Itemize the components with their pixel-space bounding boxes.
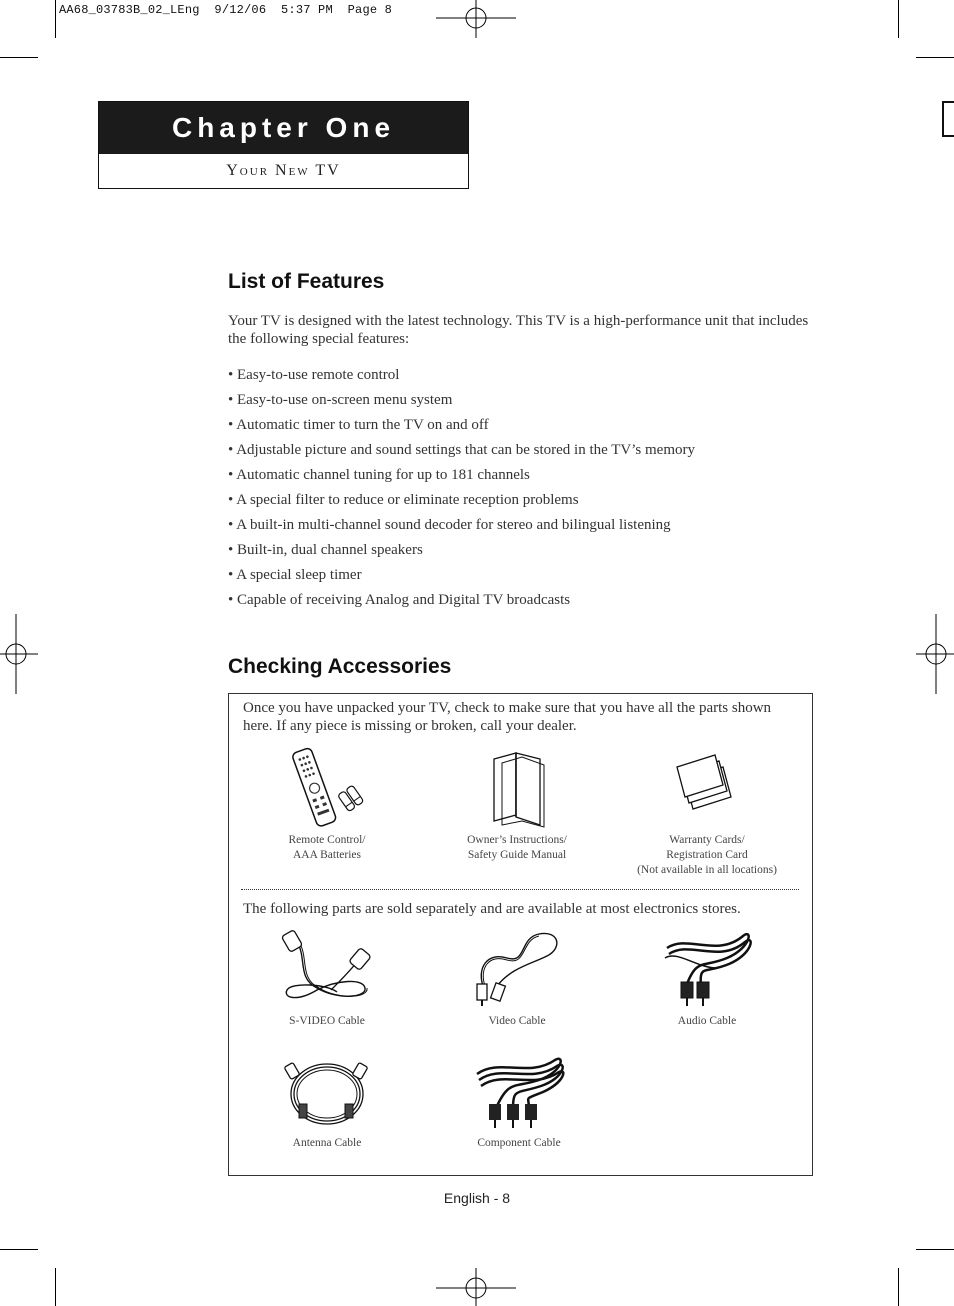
- section-divider: [241, 889, 799, 890]
- accessory-item-warranty: [612, 745, 802, 878]
- feature-item: • Easy-to-use remote control: [228, 367, 400, 383]
- cable-label: Antenna Cable: [292, 1137, 362, 1149]
- chapter-tab-marker: [942, 101, 954, 137]
- accessories-heading: Checking Accessories: [228, 655, 452, 678]
- feature-item: • Automatic timer to turn the TV on and off: [228, 417, 489, 433]
- remote-control-icon: [282, 745, 372, 829]
- caption-line: AAA Batteries: [292, 849, 362, 861]
- registration-target-icon: [0, 614, 38, 694]
- feature-text: Built-in, dual channel speakers: [237, 542, 423, 558]
- feature-text: Easy-to-use remote control: [237, 367, 400, 383]
- feature-item: • Built-in, dual channel speakers: [228, 542, 423, 558]
- component-cable-icon: [469, 1050, 569, 1132]
- chapter-header: [98, 101, 469, 189]
- print-slug: AA68_03783B_02_LEng 9/12/06 5:37 PM Page 8: [59, 3, 393, 17]
- caption-line: Warranty Cards/: [669, 834, 745, 846]
- feature-item: • A special filter to reduce or eliminate reception problems: [228, 492, 579, 508]
- registration-target-icon: [436, 1268, 516, 1306]
- feature-item: • Easy-to-use on-screen menu system: [228, 392, 453, 408]
- chapter-title: Chapter One: [99, 102, 468, 154]
- caption-line: Remote Control/: [288, 834, 366, 846]
- manual-icon: [482, 745, 552, 829]
- feature-text: Automatic timer to turn the TV on and off: [236, 417, 489, 433]
- feature-item: • Automatic channel tuning for up to 181 channels: [228, 467, 530, 483]
- feature-text: Capable of receiving Analog and Digital TV broadcasts: [237, 592, 571, 608]
- feature-text: A built-in multi-channel sound decoder for stereo and bilingual listening: [236, 517, 671, 533]
- video-cable-icon: [467, 928, 567, 1010]
- registration-target-icon: [916, 614, 954, 694]
- accessory-item-manual: [422, 745, 612, 863]
- sold-separately-note: The following parts are sold separately and are available at most electronics stores.: [243, 901, 741, 917]
- cable-label: Video Cable: [488, 1015, 546, 1027]
- registration-target-icon: [436, 0, 516, 38]
- accessory-item-s-video-cable: [232, 928, 422, 1029]
- feature-text: Automatic channel tuning for up to 181 channels: [236, 467, 530, 483]
- caption-line: (Not available in all locations): [637, 864, 777, 876]
- feature-item: • Capable of receiving Analog and Digital TV broadcasts: [228, 592, 571, 608]
- caption-line: Registration Card: [666, 849, 748, 861]
- accessory-item-audio-cable: [612, 928, 802, 1029]
- features-heading: List of Features: [228, 270, 385, 293]
- caption-line: Owner’s Instructions/: [467, 834, 567, 846]
- caption-line: Safety Guide Manual: [467, 849, 567, 861]
- accessory-item-component-cable: [424, 1050, 614, 1151]
- cable-label: Component Cable: [477, 1137, 561, 1149]
- features-list: [228, 364, 695, 614]
- feature-item: • A built-in multi-channel sound decoder for stereo and bilingual listening: [228, 517, 671, 533]
- feature-text: Easy-to-use on-screen menu system: [237, 392, 453, 408]
- features-intro: Your TV is designed with the latest technology. This TV is a high-performance unit that includes the following special features:: [228, 313, 809, 347]
- feature-text: A special filter to reduce or eliminate reception problems: [236, 492, 579, 508]
- feature-item: • A special sleep timer: [228, 567, 362, 583]
- audio-cable-icon: [657, 928, 757, 1010]
- accessory-item-video-cable: [422, 928, 612, 1029]
- accessories-intro: Once you have unpacked your TV, check to make sure that you have all the parts shown here. If any piece is missing or broken, call your dealer.: [243, 700, 772, 734]
- page-number: English - 8: [443, 1190, 511, 1206]
- feature-item: • Adjustable picture and sound settings that can be stored in the TV’s memory: [228, 442, 695, 458]
- accessory-item-remote: [232, 745, 422, 863]
- antenna-cable-icon: [277, 1050, 377, 1132]
- warranty-card-icon: [667, 745, 747, 829]
- feature-text: A special sleep timer: [236, 567, 362, 583]
- cable-label: S-VIDEO Cable: [289, 1015, 365, 1027]
- accessory-item-antenna-cable: [232, 1050, 422, 1151]
- cable-label: Audio Cable: [677, 1015, 737, 1027]
- s-video-cable-icon: [277, 928, 377, 1010]
- feature-text: Adjustable picture and sound settings that can be stored in the TV’s memory: [236, 442, 695, 458]
- chapter-subtitle: Your New TV: [226, 162, 341, 179]
